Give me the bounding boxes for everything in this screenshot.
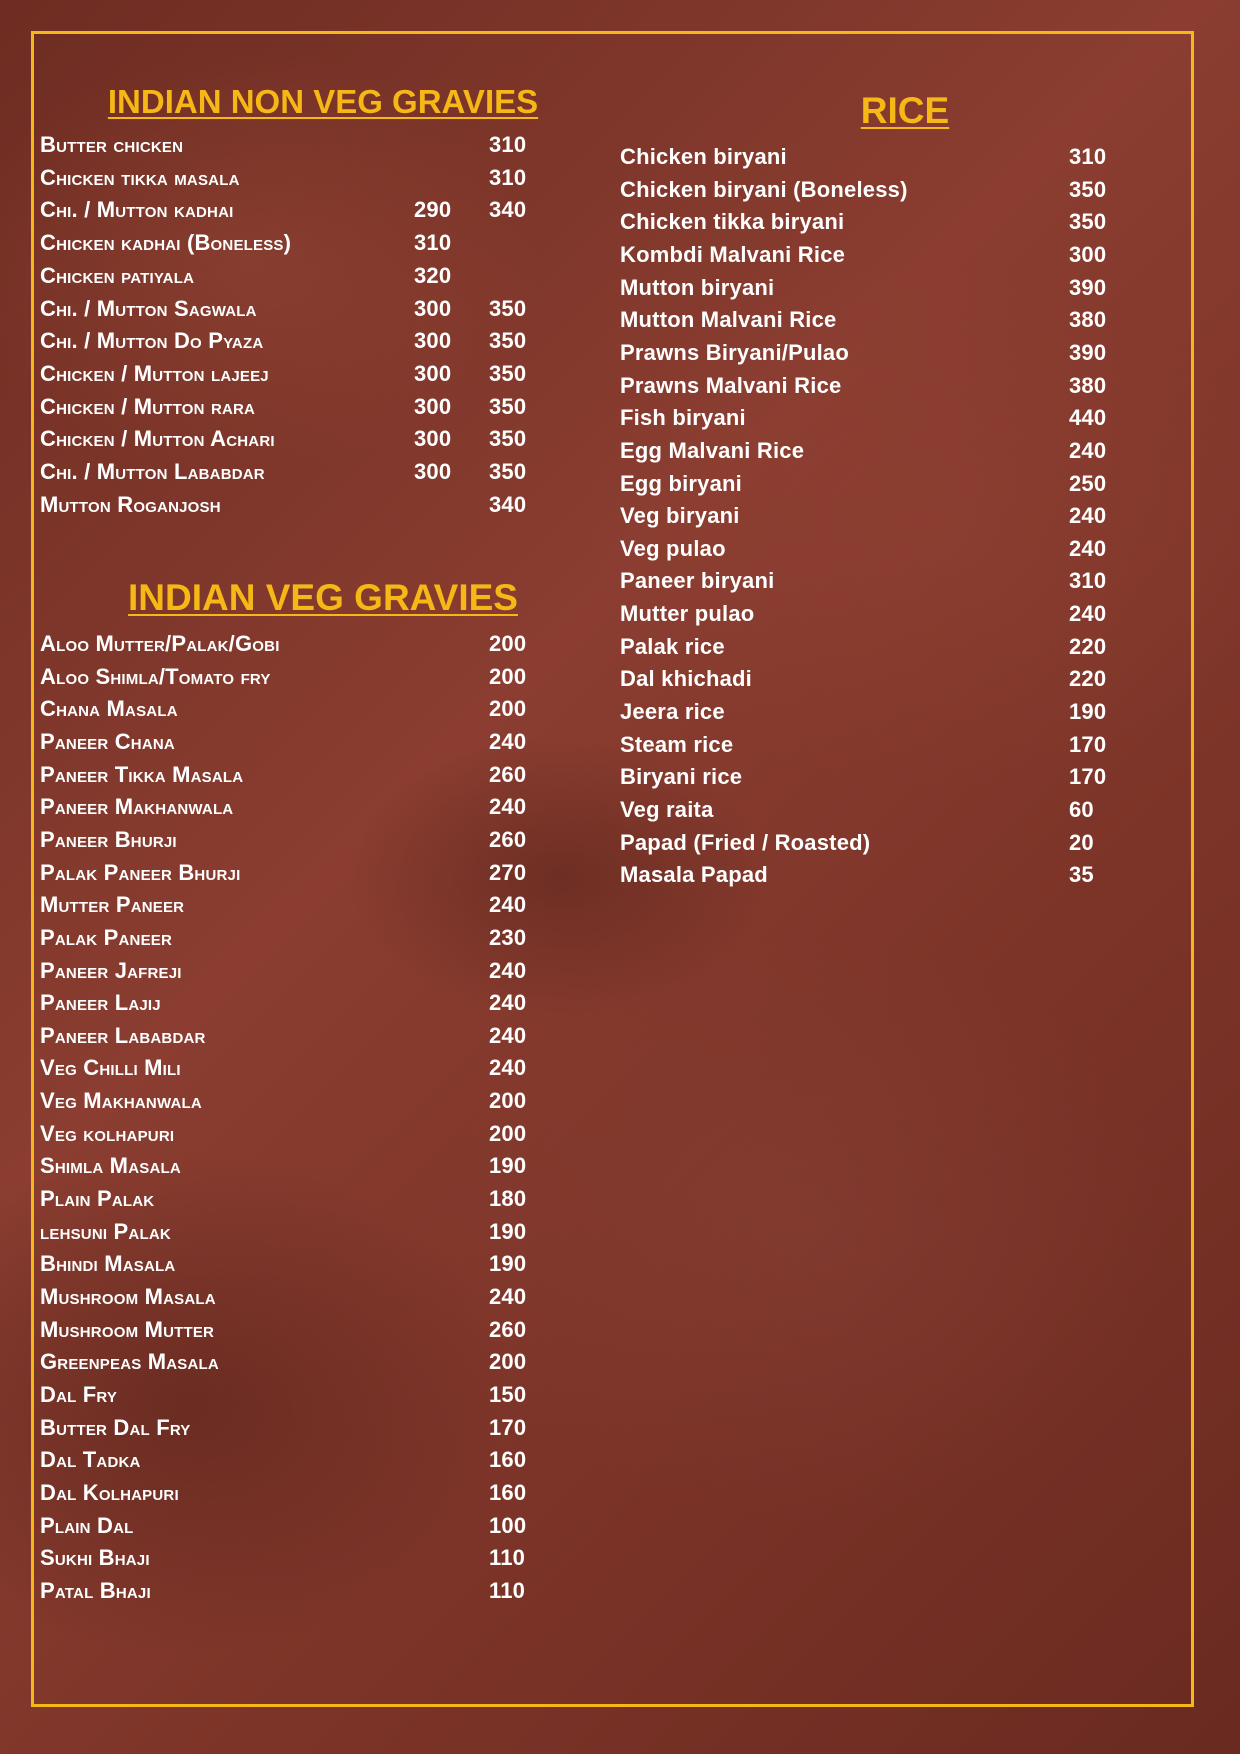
menu-item-name: Chicken kadhai (Boneless)	[40, 230, 292, 256]
menu-item-name: Jeera rice	[620, 699, 725, 725]
menu-item-price: 170	[1069, 731, 1107, 757]
menu-item-price: 240	[489, 728, 527, 754]
menu-item-name: Paneer Makhanwala	[40, 794, 234, 820]
menu-item-row	[40, 825, 560, 855]
menu-item-name: Veg Chilli Mili	[40, 1055, 181, 1081]
menu-item-row	[40, 1184, 560, 1214]
menu-item-name: Mutter Paneer	[40, 892, 185, 918]
menu-item-price: 250	[1069, 470, 1107, 496]
menu-item-row	[620, 697, 1140, 727]
menu-item-name: Paneer Bhurji	[40, 826, 177, 852]
menu-item-name: Dal Kolhapuri	[40, 1479, 179, 1505]
menu-item-row	[620, 730, 1140, 760]
menu-item-row	[40, 1380, 560, 1410]
menu-item-price: 240	[489, 1284, 527, 1309]
menu-item-name: Chicken tikka biryani	[620, 209, 845, 235]
menu-item-name: Chicken / Mutton rara	[40, 393, 256, 419]
menu-item-row	[620, 501, 1140, 531]
menu-item-price: 380	[1069, 372, 1107, 398]
menu-item-row	[620, 795, 1140, 825]
menu-item-price: 390	[1069, 274, 1107, 300]
menu-item-name: Palak rice	[620, 633, 725, 659]
menu-item-price: 240	[489, 794, 527, 820]
non-veg-items-list	[40, 130, 560, 517]
menu-item-row	[620, 142, 1140, 172]
menu-item-row	[40, 195, 560, 225]
menu-item-price-mutton: 350	[489, 295, 527, 321]
menu-item-row	[40, 1511, 560, 1541]
menu-item-row	[40, 923, 560, 953]
menu-item-price: 110	[489, 1545, 526, 1571]
menu-item-row	[40, 760, 560, 790]
menu-item-price: 300	[1069, 241, 1107, 267]
menu-item-name: Chana Masala	[40, 696, 178, 722]
menu-item-row	[620, 534, 1140, 564]
menu-item-price: 35	[1069, 862, 1094, 888]
menu-item-price: 260	[489, 826, 527, 852]
menu-item-row	[40, 163, 560, 193]
menu-item-name: Veg kolhapuri	[40, 1120, 175, 1146]
menu-item-price: 180	[489, 1186, 527, 1212]
menu-item-row	[40, 1249, 560, 1279]
menu-item-price-chicken: 300	[414, 426, 452, 452]
menu-item-row	[40, 359, 560, 389]
menu-item-name: Paneer Chana	[40, 728, 175, 754]
menu-item-row	[40, 727, 560, 757]
menu-item-row	[40, 392, 560, 422]
menu-item-price-chicken: 290	[414, 197, 452, 223]
menu-item-row	[40, 890, 560, 920]
menu-item-row	[40, 629, 560, 659]
menu-item-name: Palak Paneer Bhurji	[40, 859, 241, 885]
menu-item-name: Biryani rice	[620, 764, 743, 790]
menu-item-price: 60	[1069, 797, 1094, 822]
menu-item-price: 270	[489, 859, 527, 885]
menu-item-row	[620, 566, 1140, 596]
menu-item-row	[40, 1053, 560, 1083]
menu-item-name: Mutton Malvani Rice	[620, 307, 837, 333]
menu-item-price: 160	[489, 1479, 527, 1505]
menu-item-row	[620, 469, 1140, 499]
menu-item-price: 260	[489, 1316, 527, 1342]
menu-item-row	[40, 1478, 560, 1508]
menu-item-price: 200	[489, 1349, 527, 1375]
menu-item-price-chicken: 310	[414, 230, 452, 256]
menu-item-name: Chi. / Mutton Lababdar	[40, 459, 265, 484]
menu-item-row	[620, 338, 1140, 368]
rice-items-list	[620, 142, 1140, 888]
menu-item-price: 190	[1069, 699, 1107, 725]
menu-item-name: Plain Dal	[40, 1512, 134, 1538]
menu-item-price-chicken: 300	[414, 328, 452, 354]
menu-item-name: Greenpeas Masala	[40, 1349, 219, 1375]
menu-item-row	[620, 762, 1140, 792]
menu-item-row	[620, 403, 1140, 433]
menu-item-name: Prawns Malvani Rice	[620, 372, 842, 398]
menu-item-row	[40, 1119, 560, 1149]
menu-item-row	[40, 1021, 560, 1051]
menu-item-row	[40, 858, 560, 888]
menu-item-name: Chicken / Mutton Achari	[40, 426, 275, 452]
menu-item-name: Egg biryani	[620, 470, 742, 496]
menu-item-price-chicken: 300	[414, 459, 452, 484]
menu-item-price-mutton: 310	[489, 164, 527, 190]
menu-item-name: Fish biryani	[620, 405, 746, 431]
menu-item-price: 200	[489, 631, 527, 656]
menu-item-name: Chicken biryani	[620, 144, 787, 169]
menu-item-price: 240	[489, 1022, 527, 1048]
menu-item-name: Steam rice	[620, 731, 734, 757]
menu-item-name: Veg pulao	[620, 535, 726, 561]
menu-item-row	[40, 228, 560, 258]
menu-item-name: Mutton biryani	[620, 274, 775, 300]
menu-item-name: Butter Dal Fry	[40, 1414, 191, 1440]
menu-item-price: 190	[489, 1153, 527, 1179]
menu-item-row	[40, 988, 560, 1018]
menu-item-name: Paneer Jafreji	[40, 957, 182, 983]
menu-item-row	[40, 956, 560, 986]
menu-item-name: Chicken / Mutton lajeej	[40, 360, 269, 386]
menu-item-name: Chi. / Mutton kadhai	[40, 197, 234, 223]
menu-item-row	[40, 1347, 560, 1377]
menu-item-name: Veg Makhanwala	[40, 1088, 202, 1114]
menu-item-price: 170	[489, 1414, 527, 1440]
menu-item-row	[40, 1576, 560, 1606]
menu-item-row	[40, 1445, 560, 1475]
menu-item-row	[40, 326, 560, 356]
menu-item-name: Paneer Tikka Masala	[40, 761, 244, 787]
menu-item-row	[40, 490, 560, 520]
menu-item-row	[620, 175, 1140, 205]
menu-item-row	[620, 632, 1140, 662]
menu-item-name: Dal Tadka	[40, 1447, 141, 1473]
menu-item-name: Palak Paneer	[40, 924, 173, 950]
menu-item-row	[40, 1217, 560, 1247]
menu-item-price: 240	[1069, 503, 1107, 529]
menu-item-row	[40, 457, 560, 487]
menu-item-price-mutton: 350	[489, 426, 527, 452]
menu-item-price: 220	[1069, 666, 1107, 692]
menu-item-name: Aloo Mutter/Palak/Gobi	[40, 631, 280, 656]
menu-item-price: 260	[489, 761, 527, 787]
menu-item-row	[40, 1282, 560, 1312]
menu-item-price: 350	[1069, 209, 1107, 235]
menu-item-name: Papad (Fried / Roasted)	[620, 829, 871, 855]
menu-item-name: Chicken biryani (Boneless)	[620, 176, 908, 202]
menu-item-name: Patal Bhaji	[40, 1577, 151, 1603]
menu-item-price-mutton: 340	[489, 491, 527, 517]
menu-item-price: 160	[489, 1447, 527, 1473]
menu-item-price: 170	[1069, 764, 1107, 790]
menu-item-price: 240	[489, 1055, 527, 1081]
menu-item-name: Mushroom Masala	[40, 1284, 216, 1309]
menu-item-row	[620, 240, 1140, 270]
menu-item-price: 150	[489, 1381, 527, 1407]
menu-item-row	[40, 662, 560, 692]
menu-item-row	[40, 1315, 560, 1345]
menu-item-row	[620, 436, 1140, 466]
menu-item-price: 100	[489, 1512, 527, 1538]
menu-item-price: 240	[489, 990, 527, 1016]
menu-item-row	[40, 694, 560, 724]
menu-item-row	[40, 1543, 560, 1573]
menu-item-price: 240	[1069, 535, 1107, 561]
menu-item-name: Chicken tikka masala	[40, 164, 240, 190]
menu-item-price-mutton: 340	[489, 197, 527, 223]
menu-item-row	[40, 1151, 560, 1181]
menu-item-row	[620, 664, 1140, 694]
menu-item-name: Dal Fry	[40, 1381, 118, 1407]
menu-item-price: 350	[1069, 176, 1107, 202]
menu-item-price-chicken: 300	[414, 295, 452, 321]
menu-item-price: 110	[489, 1577, 526, 1603]
menu-item-row	[620, 273, 1140, 303]
menu-item-price-mutton: 350	[489, 360, 527, 386]
menu-item-row	[620, 371, 1140, 401]
menu-item-row	[620, 207, 1140, 237]
menu-item-price: 190	[489, 1218, 527, 1244]
menu-item-price: 440	[1069, 405, 1107, 431]
menu-item-name: Paneer biryani	[620, 568, 775, 594]
menu-item-row	[620, 305, 1140, 335]
section-heading-non-veg: INDIAN NON VEG GRAVIES	[107, 83, 539, 120]
menu-item-name: Paneer Lababdar	[40, 1022, 206, 1048]
menu-item-name: Mushroom Mutter	[40, 1316, 215, 1342]
menu-item-price: 200	[489, 1088, 527, 1114]
menu-item-price: 200	[489, 1120, 527, 1146]
menu-item-name: Bhindi Masala	[40, 1251, 176, 1277]
menu-item-row	[620, 828, 1140, 858]
menu-item-price: 240	[1069, 437, 1107, 463]
menu-item-name: Kombdi Malvani Rice	[620, 241, 846, 267]
menu-item-price: 20	[1069, 829, 1094, 855]
menu-item-price: 220	[1069, 633, 1107, 659]
menu-item-price: 200	[489, 663, 527, 689]
menu-item-price-chicken: 300	[414, 360, 452, 386]
menu-item-price: 240	[1069, 601, 1107, 627]
section-heading-rice: RICE	[860, 90, 950, 131]
menu-item-row	[40, 130, 560, 160]
menu-item-name: Mutton Roganjosh	[40, 491, 221, 517]
veg-items-list	[40, 629, 560, 1609]
menu-item-price: 200	[489, 696, 527, 722]
menu-item-price: 310	[1069, 144, 1107, 169]
menu-item-price: 190	[489, 1251, 527, 1277]
menu-item-row	[40, 1086, 560, 1116]
menu-item-row	[620, 599, 1140, 629]
menu-item-name: Aloo Shimla/Tomato fry	[40, 663, 271, 689]
menu-item-name: Veg biryani	[620, 503, 740, 529]
menu-item-price: 230	[489, 924, 527, 950]
menu-item-price: 240	[489, 957, 527, 983]
menu-item-row	[40, 261, 560, 291]
menu-item-name: Mutter pulao	[620, 601, 755, 627]
menu-item-name: Butter chicken	[40, 132, 184, 157]
menu-item-price-mutton: 350	[489, 459, 527, 484]
menu-item-name: Chi. / Mutton Sagwala	[40, 295, 257, 321]
menu-item-price-chicken: 320	[414, 262, 452, 288]
menu-item-price-mutton: 350	[489, 393, 527, 419]
menu-item-name: Prawns Biryani/Pulao	[620, 339, 849, 365]
menu-item-name: Shimla Masala	[40, 1153, 181, 1179]
menu-item-row	[40, 294, 560, 324]
menu-item-name: Masala Papad	[620, 862, 768, 888]
menu-item-price-mutton: 350	[489, 328, 527, 354]
menu-item-name: Paneer Lajij	[40, 990, 161, 1016]
menu-item-name: Chi. / Mutton Do Pyaza	[40, 328, 264, 354]
menu-item-row	[620, 860, 1140, 890]
menu-item-name: Egg Malvani Rice	[620, 437, 805, 463]
menu-item-name: Plain Palak	[40, 1186, 155, 1212]
section-heading-veg: INDIAN VEG GRAVIES	[128, 577, 518, 618]
menu-item-row	[40, 424, 560, 454]
menu-item-row	[40, 1413, 560, 1443]
menu-item-name: Dal khichadi	[620, 666, 752, 692]
menu-item-price-mutton: 310	[489, 132, 527, 157]
menu-item-price-chicken: 300	[414, 393, 452, 419]
menu-item-name: lehsuni Palak	[40, 1218, 171, 1244]
menu-item-price: 380	[1069, 307, 1107, 333]
menu-item-price: 310	[1069, 568, 1107, 594]
menu-item-price: 390	[1069, 339, 1107, 365]
menu-item-name: Sukhi Bhaji	[40, 1545, 150, 1571]
menu-item-name: Chicken patiyala	[40, 262, 195, 288]
menu-item-row	[40, 792, 560, 822]
menu-item-name: Veg raita	[620, 797, 714, 822]
menu-item-price: 240	[489, 892, 527, 918]
